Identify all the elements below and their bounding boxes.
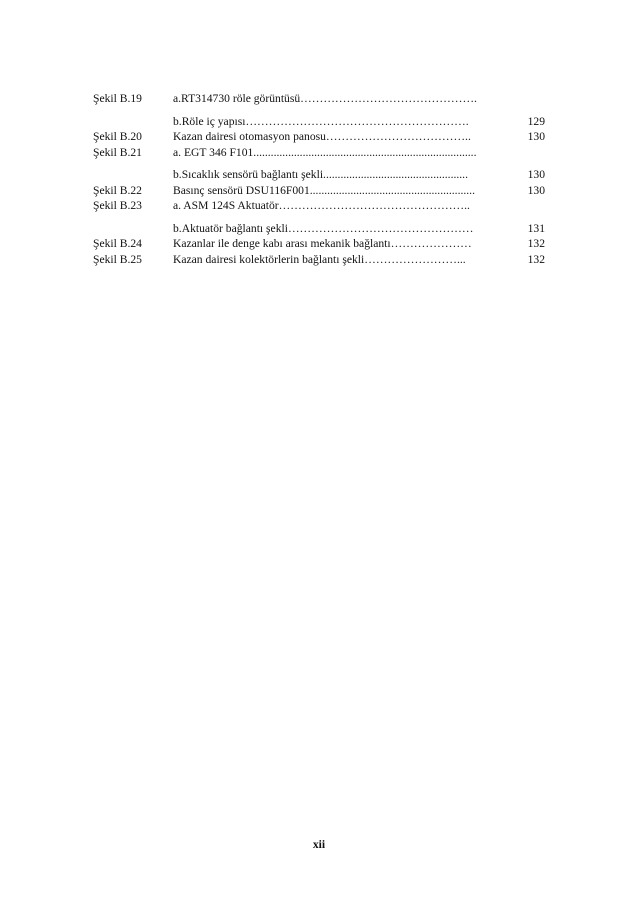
page-footer-number: xii — [312, 838, 326, 851]
figure-title: b.Röle iç yapısı…………………………………………………. — [173, 114, 469, 128]
page-number: 131 — [527, 221, 545, 235]
page-number: 132 — [527, 237, 545, 250]
figure-title: a. EGT 346 F101............................................................................. — [173, 145, 477, 159]
page-number: 130 — [527, 183, 545, 197]
page-number: 130 — [527, 168, 545, 181]
toc-row — [93, 183, 545, 199]
figure-number: Şekil B.22 — [93, 183, 142, 197]
page-number: 129 — [527, 114, 545, 128]
toc-row — [93, 198, 545, 214]
page-number: 130 — [527, 130, 545, 143]
page-number: 132 — [527, 252, 545, 266]
figure-title: a. ASM 124S Aktuatör………………………………………….. — [173, 199, 470, 212]
figure-title: b.Sıcaklık sensörü bağlantı şekli.................................................. — [173, 168, 468, 181]
figure-number: Şekil B.25 — [93, 252, 142, 266]
figure-number: Şekil B.21 — [93, 145, 142, 159]
figure-title: b.Aktuatör bağlantı şekli………………………………………… — [173, 221, 474, 235]
figure-title: a.RT314730 röle görüntüsü………………………………………. — [173, 92, 477, 105]
figure-title: Basınç sensörü DSU116F001......................................................... — [173, 183, 475, 197]
toc-row — [93, 236, 545, 252]
toc-row — [93, 167, 545, 183]
toc-row — [93, 91, 545, 107]
figure-title: Kazan dairesi kolektörlerin bağlantı şekli……………………... — [173, 252, 466, 266]
figure-title: Kazan dairesi otomasyon panosu……………………………….. — [173, 130, 471, 143]
toc-row — [93, 129, 545, 145]
figure-number: Şekil B.20 — [93, 130, 142, 143]
toc-row — [93, 114, 545, 130]
list-of-figures — [93, 91, 545, 267]
toc-row — [93, 221, 545, 237]
toc-row — [93, 252, 545, 268]
figure-number: Şekil B.23 — [93, 199, 142, 212]
figure-title: Kazanlar ile denge kabı arası mekanik bağlantı………………… — [173, 237, 472, 250]
toc-row — [93, 145, 545, 161]
figure-number: Şekil B.24 — [93, 237, 142, 250]
figure-number: Şekil B.19 — [93, 92, 142, 105]
